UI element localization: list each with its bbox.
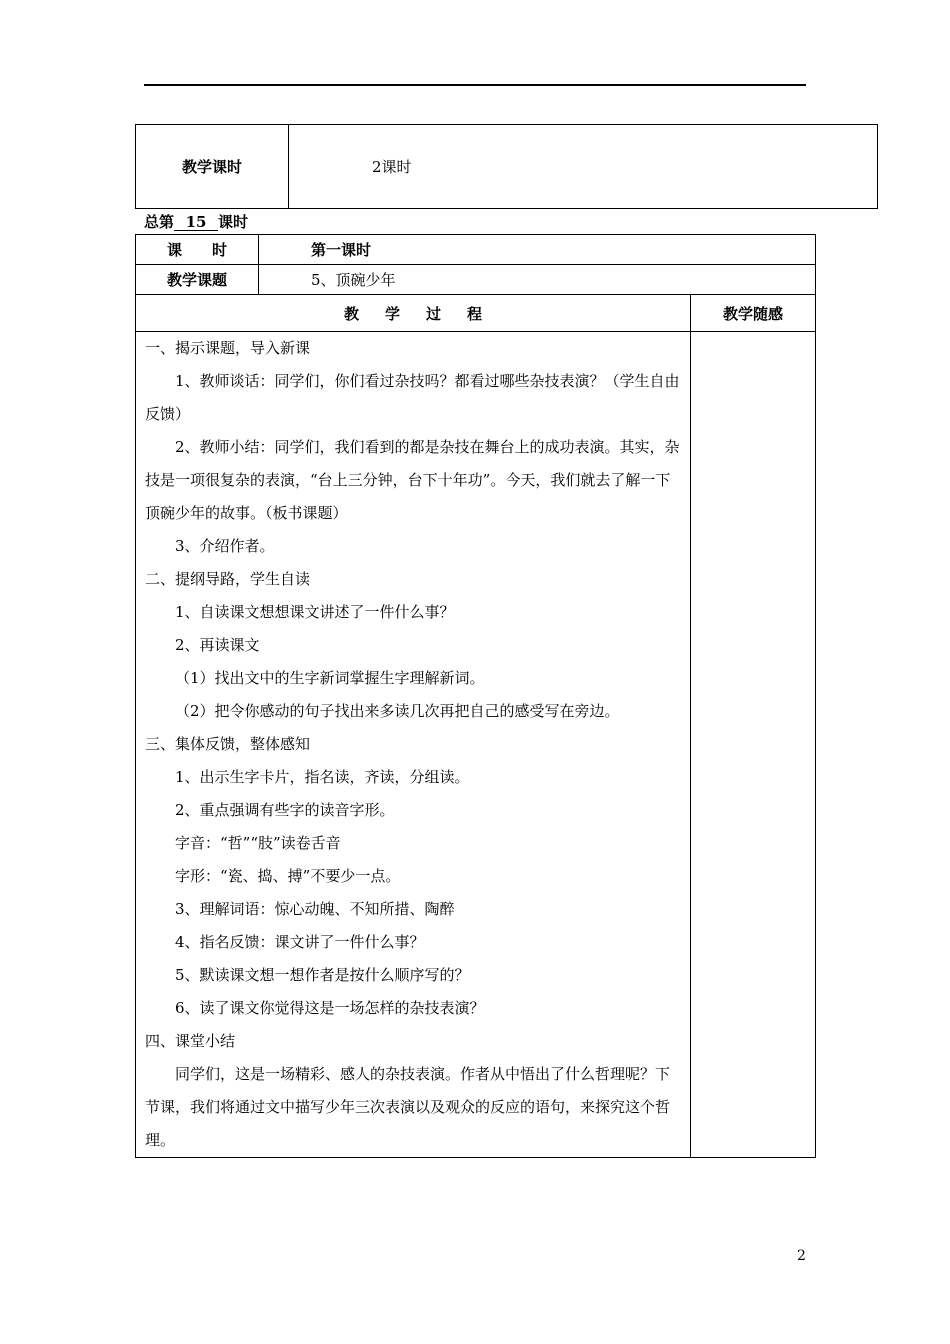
process-text xyxy=(136,332,690,1157)
content-paragraph: 1、自读课文想想课文讲述了一件什么事？ xyxy=(175,603,455,621)
total-prefix: 总第 xyxy=(144,213,175,231)
total-number: 15 xyxy=(174,214,218,231)
content-paragraph: 2、再读课文 xyxy=(175,636,260,654)
content-paragraph: 三、集体反馈，整体感知 xyxy=(145,735,311,753)
course-hours-value: 2课时 xyxy=(289,125,878,209)
total-suffix: 课时 xyxy=(218,213,249,231)
content-paragraph: 3、理解词语：惊心动魄、不知所措、陶醉 xyxy=(175,900,455,918)
content-paragraph: 2、教师小结：同学们，我们看到的都是杂技在舞台上的成功表演。其实，杂技是一项很复杂的表演，“台上三分钟，台下十年功”。今天，我们就去了解一下顶碗少年的故事。（板书课题） xyxy=(145,438,680,522)
course-hours-table xyxy=(135,124,878,209)
content-paragraph: 4、指名反馈：课文讲了一件什么事？ xyxy=(175,933,425,951)
lesson-plan-table xyxy=(135,234,816,1158)
content-paragraph: 2、重点强调有些字的读音字形。 xyxy=(175,801,395,819)
process-header: 教学过程 xyxy=(136,295,691,332)
total-lesson-line xyxy=(144,213,248,231)
header-rule xyxy=(144,84,806,86)
content-paragraph: 1、出示生字卡片，指名读，齐读，分组读。 xyxy=(175,768,470,786)
content-paragraph: 字音：“哲”“肢”读卷舌音 xyxy=(175,834,341,852)
content-paragraph: 四、课堂小结 xyxy=(145,1032,236,1050)
topic-label: 教学课题 xyxy=(136,265,259,295)
content-paragraph: 5、默读课文想一想作者是按什么顺序写的？ xyxy=(175,966,470,984)
content-paragraph: 一、揭示课题，导入新课 xyxy=(145,339,311,357)
content-paragraph: 同学们，这是一场精彩、感人的杂技表演。作者从中悟出了什么哲理呢？下节课，我们将通过文中描写少年三次表演以及观众的反应的语句，来探究这个哲理。 xyxy=(145,1065,671,1149)
content-paragraph: 6、读了课文你觉得这是一场怎样的杂技表演？ xyxy=(175,999,485,1017)
reflection-content xyxy=(691,332,816,1158)
content-paragraph: 3、介绍作者。 xyxy=(175,537,275,555)
content-paragraph: （2）把令你感动的句子找出来多读几次再把自己的感受写在旁边。 xyxy=(175,702,620,720)
topic-value: 5、顶碗少年 xyxy=(259,265,816,295)
process-content xyxy=(136,332,691,1158)
reflection-header: 教学随感 xyxy=(691,295,816,332)
course-hours-label: 教学课时 xyxy=(136,125,289,209)
period-value: 第一课时 xyxy=(259,235,816,265)
content-paragraph: （1）找出文中的生字新词掌握生字理解新词。 xyxy=(175,669,485,687)
content-paragraph: 二、提纲导路，学生自读 xyxy=(145,570,311,588)
content-paragraph: 字形：“瓷、捣、搏”不要少一点。 xyxy=(175,867,401,885)
content-paragraph: 1、教师谈话：同学们，你们看过杂技吗？都看过哪些杂技表演？（学生自由反馈） xyxy=(145,372,680,423)
page-number: 2 xyxy=(797,1248,806,1264)
period-label: 课 时 xyxy=(136,235,259,265)
